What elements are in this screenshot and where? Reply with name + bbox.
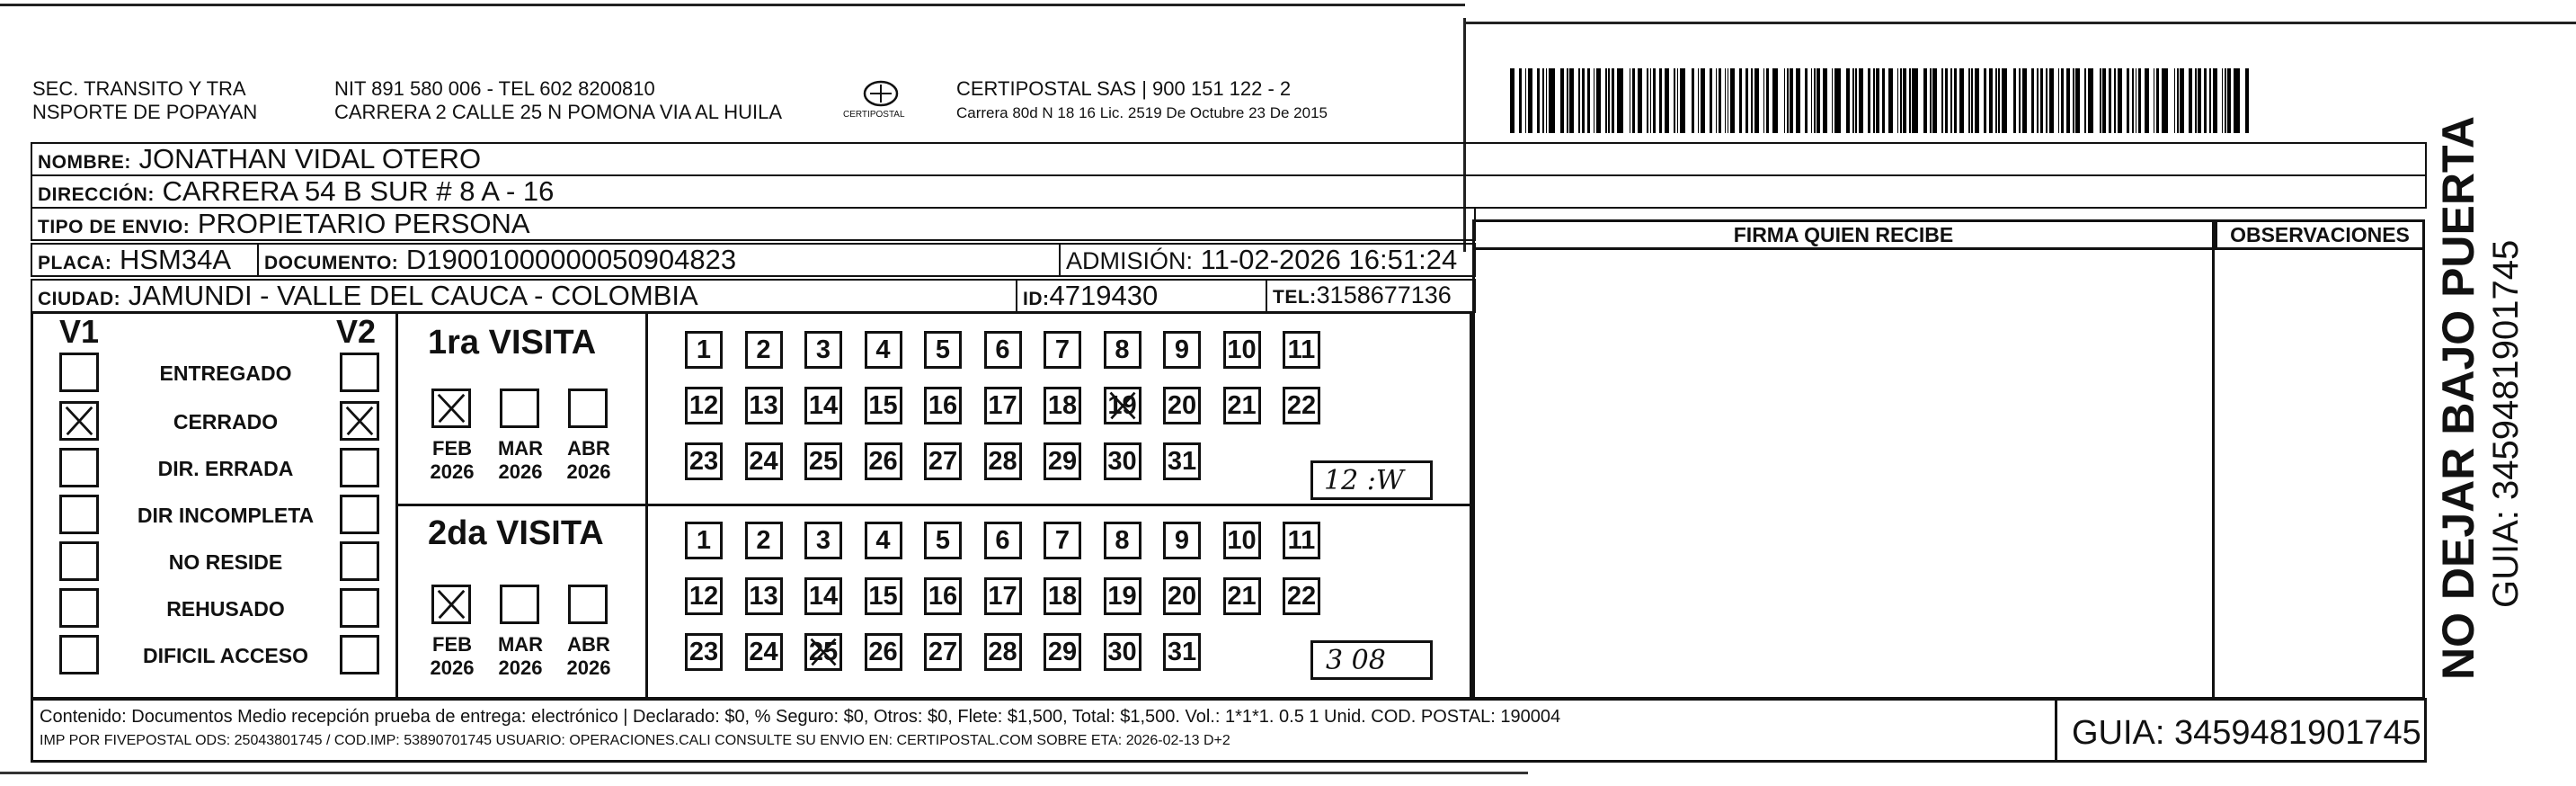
document-cell [259, 245, 1059, 275]
status-v1-checkbox[interactable] [59, 495, 99, 534]
day-number: 17 [988, 582, 1017, 611]
day-box[interactable] [1163, 442, 1201, 480]
day-number: 29 [1047, 447, 1078, 476]
status-v2-checkbox[interactable] [340, 448, 379, 487]
day-number: 24 [749, 447, 778, 476]
day-number: 22 [1286, 582, 1317, 611]
day-box[interactable] [1044, 522, 1081, 559]
id-cell [1017, 281, 1267, 311]
plate-cell [32, 245, 259, 275]
day-number: 30 [1107, 447, 1137, 476]
day-number: 10 [1227, 526, 1257, 555]
day-box[interactable] [1223, 577, 1261, 615]
status-v2-checkbox[interactable] [340, 635, 379, 674]
status-label: REHUSADO [166, 597, 285, 621]
month-year: 2026 [566, 460, 611, 483]
admission-label: ADMISIÓN: [1066, 247, 1194, 274]
day-number: 20 [1167, 582, 1197, 611]
status-v2-checkbox[interactable] [340, 495, 379, 534]
document-label: DOCUMENTO: [264, 253, 399, 273]
visit-divider [395, 504, 1472, 506]
month-year: 2026 [498, 656, 543, 679]
day-box[interactable] [924, 633, 962, 671]
sender-organization: SEC. TRANSITO Y TRA NSPORTE DE POPAYAN [32, 77, 258, 123]
day-box[interactable] [865, 442, 902, 480]
day-box[interactable] [1163, 387, 1201, 424]
month-label [424, 633, 480, 680]
month-name: MAR [497, 633, 544, 656]
courier-logo [836, 77, 926, 124]
day-number: 20 [1167, 391, 1197, 420]
day-number: 14 [808, 582, 839, 611]
day-box[interactable] [865, 633, 902, 671]
day-number: 13 [749, 391, 778, 420]
status-v1-checkbox[interactable] [59, 401, 99, 441]
day-box[interactable] [685, 633, 723, 671]
day-number: 18 [1047, 391, 1078, 420]
day-number: 3 [815, 526, 831, 555]
visit1-title: 1ra VISITA [428, 324, 597, 362]
bottom-rule [0, 772, 1528, 774]
footer-guide: GUIA: 3459481901745 [2072, 714, 2421, 752]
day-number: 1 [696, 526, 712, 555]
day-box[interactable] [1044, 442, 1081, 480]
day-number: 11 [1287, 335, 1316, 364]
day-number: 15 [868, 391, 898, 420]
day-number: 2 [756, 526, 771, 555]
day-number: 16 [928, 582, 958, 611]
day-box[interactable] [924, 577, 962, 615]
recipient-address: CARRERA 54 B SUR # 8 A - 16 [162, 175, 555, 207]
day-box[interactable] [804, 331, 842, 369]
day-number: 9 [1174, 335, 1190, 364]
day-number: 26 [868, 447, 898, 476]
day-box[interactable] [984, 633, 1022, 671]
day-box[interactable] [685, 442, 723, 480]
day-box[interactable] [924, 331, 962, 369]
day-number: 7 [1054, 526, 1070, 555]
x-mark-icon [342, 404, 377, 438]
day-number: 27 [928, 447, 958, 476]
day-box[interactable] [865, 331, 902, 369]
visit1-time-box[interactable] [1310, 460, 1433, 500]
day-number: 21 [1227, 391, 1257, 420]
day-number: 19 [1107, 391, 1137, 420]
plate-value: HSM34A [119, 244, 231, 275]
address-label: DIRECCIÓN: [38, 184, 155, 205]
day-number: 6 [995, 335, 1010, 364]
footer-line1: Contenido: Documentos Medio recepción prueba de entrega: electrónico | Declarado: $0, % Seguro: $0, Otros: $0, Flete: $1,500, Total: $1,500. Vol.: 1*1*1. 0.5 1 Unid. COD. POSTAL: 190004 [40, 707, 1561, 727]
courier-info-line1: CERTIPOSTAL SAS | 900 151 122 - 2 [956, 77, 1292, 100]
status-v1-checkbox[interactable] [59, 541, 99, 581]
day-number: 2 [756, 335, 771, 364]
day-box[interactable] [745, 387, 783, 424]
day-number: 31 [1167, 638, 1197, 666]
day-number: 16 [928, 391, 958, 420]
month-label [561, 633, 617, 680]
observations-header: OBSERVACIONES [2215, 219, 2425, 250]
x-mark-icon [434, 391, 468, 425]
status-label: NO RESIDE [168, 550, 283, 574]
month-year: 2026 [430, 656, 475, 679]
footer-line2: IMP POR FIVEPOSTAL ODS: 25043801745 / COD.IMP: 53890701745 USUARIO: OPERACIONES.CALI CONSULTE SU ENVIO EN: CERTIPOSTAL.COM SOBRE ETA: 2026-02-13 D+2 [40, 733, 1230, 748]
month-label [561, 437, 617, 484]
day-box[interactable] [865, 387, 902, 424]
day-number: 25 [808, 447, 839, 476]
admission-value: 11-02-2026 16:51:24 [1200, 244, 1458, 275]
day-number: 27 [928, 638, 958, 666]
day-number: 21 [1227, 582, 1257, 611]
city-row [31, 279, 1476, 313]
footer-guide-cell [2055, 698, 2427, 763]
month-label [493, 437, 548, 484]
month-name: ABR [567, 633, 610, 656]
day-number: 7 [1054, 335, 1070, 364]
id-label: ID: [1023, 289, 1050, 309]
month-name: ABR [567, 437, 610, 460]
day-box[interactable] [1104, 331, 1141, 369]
month-year: 2026 [430, 460, 475, 483]
month-name: FEB [432, 633, 472, 656]
day-box[interactable] [924, 522, 962, 559]
day-number: 8 [1115, 335, 1130, 364]
day-number: 17 [988, 391, 1017, 420]
month-label [493, 633, 548, 680]
month-label [424, 437, 480, 484]
day-number: 26 [868, 638, 898, 666]
v2-label: V2 [336, 313, 377, 350]
day-box[interactable] [1163, 577, 1201, 615]
side-guide: GUIA: 3459481901745 [2486, 239, 2526, 608]
id-value: 4719430 [1049, 280, 1159, 311]
month-year: 2026 [566, 656, 611, 679]
name-label: NOMBRE: [38, 152, 131, 173]
status-v2-checkbox[interactable] [340, 541, 379, 581]
day-box[interactable] [1104, 442, 1141, 480]
city-label: CIUDAD: [38, 289, 121, 309]
x-mark-icon [62, 404, 96, 438]
city-value: JAMUNDI - VALLE DEL CAUCA - COLOMBIA [128, 280, 698, 311]
courier-logo-text: CERTIPOSTAL [843, 110, 905, 120]
status-v1-checkbox[interactable] [59, 635, 99, 674]
tel-value: 3158677136 [1316, 281, 1452, 308]
day-box[interactable] [1283, 577, 1320, 615]
day-number: 30 [1107, 638, 1137, 666]
day-number: 22 [1286, 391, 1317, 420]
top-rule-right [1465, 22, 2576, 24]
day-box[interactable] [745, 633, 783, 671]
status-label: DIFICIL ACCESO [142, 644, 308, 667]
day-box[interactable] [685, 331, 723, 369]
visit1-handwritten-time: 12 :W [1324, 465, 1404, 496]
day-box[interactable] [1104, 522, 1141, 559]
day-box[interactable] [1283, 331, 1320, 369]
day-number: 12 [688, 391, 719, 420]
tel-cell [1267, 281, 1478, 311]
plate-label: PLACA: [38, 253, 112, 273]
observations-area[interactable] [2215, 248, 2425, 700]
day-box[interactable] [685, 522, 723, 559]
shipping-type-row [31, 207, 1476, 241]
day-box[interactable] [1044, 331, 1081, 369]
shipping-type-label: TIPO DE ENVIO: [38, 217, 191, 237]
day-box[interactable] [804, 633, 842, 671]
day-box[interactable] [865, 522, 902, 559]
courier-info-line2: Carrera 80d N 18 16 Lic. 2519 De Octubre 23 De 2015 [956, 104, 1328, 121]
day-box[interactable] [1163, 522, 1201, 559]
day-box[interactable] [924, 387, 962, 424]
day-box[interactable] [1104, 387, 1141, 424]
status-v1-checkbox[interactable] [59, 448, 99, 487]
name-row [31, 142, 2427, 176]
month-name: MAR [497, 437, 544, 460]
day-box[interactable] [865, 577, 902, 615]
side-warning: NO DEJAR BAJO PUERTA [2433, 116, 2483, 680]
day-box[interactable] [745, 442, 783, 480]
status-label: CERRADO [173, 410, 279, 433]
day-box[interactable] [1163, 331, 1201, 369]
visit2-time-box[interactable] [1310, 640, 1433, 680]
status-v2-checkbox[interactable] [340, 401, 379, 441]
day-box[interactable] [924, 442, 962, 480]
address-row [31, 174, 2427, 209]
day-box[interactable] [1283, 387, 1320, 424]
month-checkbox[interactable] [568, 389, 608, 428]
month-checkbox[interactable] [500, 585, 539, 624]
day-number: 28 [988, 638, 1017, 666]
month-year: 2026 [498, 460, 543, 483]
day-number: 8 [1115, 526, 1130, 555]
day-box[interactable] [1104, 577, 1141, 615]
day-number: 5 [935, 526, 951, 555]
day-number: 18 [1047, 582, 1078, 611]
day-number: 6 [995, 526, 1010, 555]
day-box[interactable] [804, 577, 842, 615]
x-mark-icon [1106, 389, 1139, 422]
barcode [1510, 68, 2252, 133]
day-number: 25 [808, 638, 839, 666]
day-number: 23 [688, 447, 719, 476]
day-number: 13 [749, 582, 778, 611]
day-number: 15 [868, 582, 898, 611]
day-number: 19 [1107, 582, 1137, 611]
city-cell [32, 281, 1017, 311]
month-checkbox[interactable] [500, 389, 539, 428]
day-box[interactable] [984, 442, 1022, 480]
day-number: 9 [1174, 526, 1190, 555]
day-number: 12 [688, 582, 719, 611]
day-number: 11 [1287, 526, 1316, 555]
day-number: 1 [696, 335, 712, 364]
day-number: 4 [875, 526, 891, 555]
x-mark-icon [807, 636, 839, 668]
visit2-handwritten-time: 3 08 [1326, 645, 1386, 676]
status-label: DIR. ERRADA [157, 457, 294, 480]
day-box[interactable] [804, 522, 842, 559]
x-mark-icon [434, 587, 468, 621]
v1-label: V1 [59, 313, 100, 350]
day-box[interactable] [984, 387, 1022, 424]
month-name: FEB [432, 437, 472, 460]
day-box[interactable] [984, 522, 1022, 559]
day-box[interactable] [1163, 633, 1201, 671]
day-box[interactable] [1044, 577, 1081, 615]
day-box[interactable] [745, 577, 783, 615]
tel-label: TEL: [1273, 287, 1317, 308]
month-checkbox[interactable] [568, 585, 608, 624]
day-number: 4 [875, 335, 891, 364]
day-box[interactable] [1223, 387, 1261, 424]
day-number: 28 [988, 447, 1017, 476]
status-v2-checkbox[interactable] [340, 588, 379, 628]
day-box[interactable] [984, 577, 1022, 615]
day-number: 14 [808, 391, 839, 420]
plate-document-row [31, 243, 1476, 277]
day-box[interactable] [804, 387, 842, 424]
day-number: 29 [1047, 638, 1078, 666]
document-value: D19001000000050904823 [405, 244, 737, 275]
day-number: 24 [749, 638, 778, 666]
day-box[interactable] [804, 442, 842, 480]
sender-info-line1: NIT 891 580 006 - TEL 602 8200810 [334, 77, 655, 100]
day-number: 31 [1167, 447, 1197, 476]
day-box[interactable] [1283, 522, 1320, 559]
day-box[interactable] [685, 577, 723, 615]
month-checkbox[interactable] [431, 585, 471, 624]
status-v1-checkbox[interactable] [59, 588, 99, 628]
day-box[interactable] [1223, 522, 1261, 559]
signature-area[interactable] [1472, 248, 2215, 700]
day-box[interactable] [984, 331, 1022, 369]
admission-cell [1059, 245, 1478, 275]
day-box[interactable] [1223, 331, 1261, 369]
recipient-name: JONATHAN VIDAL OTERO [138, 143, 482, 174]
visit2-title: 2da VISITA [428, 514, 604, 552]
day-box[interactable] [745, 522, 783, 559]
day-box[interactable] [1044, 633, 1081, 671]
day-number: 3 [815, 335, 831, 364]
status-label: ENTREGADO [159, 362, 292, 385]
day-number: 10 [1227, 335, 1257, 364]
signature-header: FIRMA QUIEN RECIBE [1472, 219, 2215, 250]
day-number: 5 [935, 335, 951, 364]
day-box[interactable] [1104, 633, 1141, 671]
day-box[interactable] [1044, 387, 1081, 424]
shipping-type: PROPIETARIO PERSONA [197, 208, 530, 239]
status-v2-checkbox[interactable] [340, 353, 379, 392]
sender-info-line2: CARRERA 2 CALLE 25 N POMONA VIA AL HUILA [334, 101, 783, 123]
day-box[interactable] [745, 331, 783, 369]
day-number: 23 [688, 638, 719, 666]
status-v1-checkbox[interactable] [59, 353, 99, 392]
month-checkbox[interactable] [431, 389, 471, 428]
status-label: DIR INCOMPLETA [137, 504, 315, 527]
day-box[interactable] [685, 387, 723, 424]
top-rule [0, 4, 1465, 6]
